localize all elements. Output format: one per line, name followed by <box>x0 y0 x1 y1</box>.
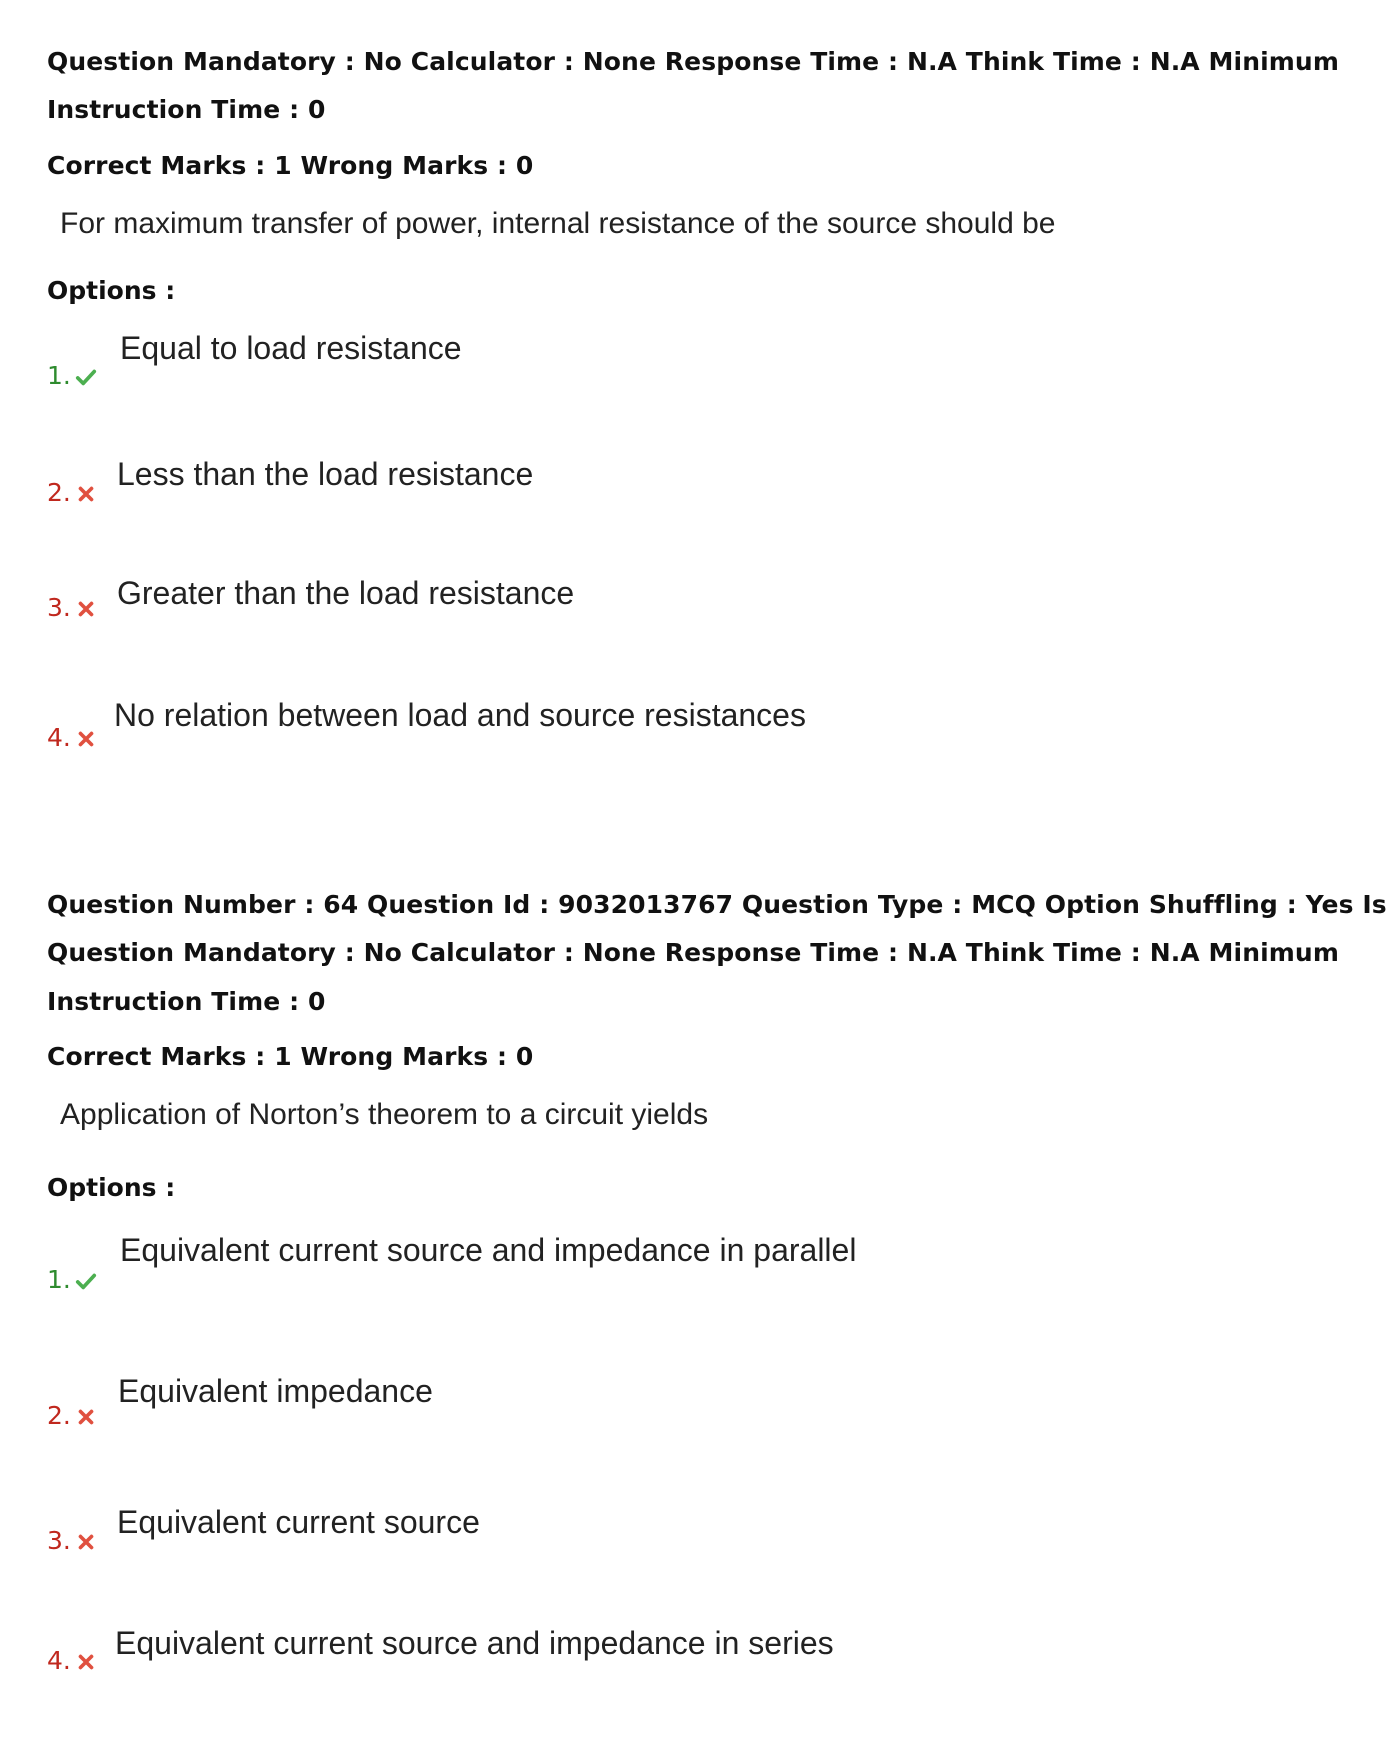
q64-option-4-text: Equivalent current source and impedance in series <box>115 1625 834 1661</box>
q63-marks: Correct Marks : 1 Wrong Marks : 0 <box>47 151 534 180</box>
q64-option-1-number: 1. <box>47 1265 97 1295</box>
cross-icon <box>75 483 97 505</box>
q63-option-4-text: No relation between load and source resistances <box>114 697 806 733</box>
q63-option-1-number: 1. <box>47 361 97 391</box>
q63-option-2-text: Less than the load resistance <box>117 456 534 492</box>
q63-option-4-number: 4. <box>47 723 97 753</box>
q63-meta-line-1: Question Mandatory : No Calculator : None Response Time : N.A Think Time : N.A Minimum <box>47 47 1339 76</box>
q64-meta-line-1: Question Number : 64 Question Id : 9032013767 Question Type : MCQ Option Shuffling : Yes Is <box>47 890 1387 919</box>
q64-option-3-text: Equivalent current source <box>117 1504 480 1540</box>
cross-icon <box>75 728 97 750</box>
q63-option-1-text: Equal to load resistance <box>120 330 462 366</box>
q64-question-stem: Application of Norton’s theorem to a circuit yields <box>60 1098 709 1131</box>
q63-question-stem: For maximum transfer of power, internal resistance of the source should be <box>60 207 1056 240</box>
q64-option-3-number: 3. <box>47 1526 97 1556</box>
check-icon <box>75 366 97 388</box>
q63-options-label: Options : <box>47 276 176 305</box>
q64-option-2-number: 2. <box>47 1401 97 1431</box>
check-icon <box>75 1270 97 1292</box>
q64-meta-line-3: Instruction Time : 0 <box>47 987 326 1016</box>
q64-option-1-text: Equivalent current source and impedance in parallel <box>120 1232 857 1268</box>
cross-icon <box>75 1406 97 1428</box>
q64-marks: Correct Marks : 1 Wrong Marks : 0 <box>47 1042 534 1071</box>
q63-option-2-number: 2. <box>47 478 97 508</box>
cross-icon <box>75 1531 97 1553</box>
cross-icon <box>75 598 97 620</box>
cross-icon <box>75 1651 97 1673</box>
q64-option-2-text: Equivalent impedance <box>118 1373 433 1409</box>
q63-option-3-text: Greater than the load resistance <box>117 575 575 611</box>
q64-option-4-number: 4. <box>47 1646 97 1676</box>
q64-meta-line-2: Question Mandatory : No Calculator : None Response Time : N.A Think Time : N.A Minimum <box>47 938 1339 967</box>
q63-meta-line-2: Instruction Time : 0 <box>47 95 326 124</box>
q63-option-3-number: 3. <box>47 593 97 623</box>
q64-options-label: Options : <box>47 1173 176 1202</box>
